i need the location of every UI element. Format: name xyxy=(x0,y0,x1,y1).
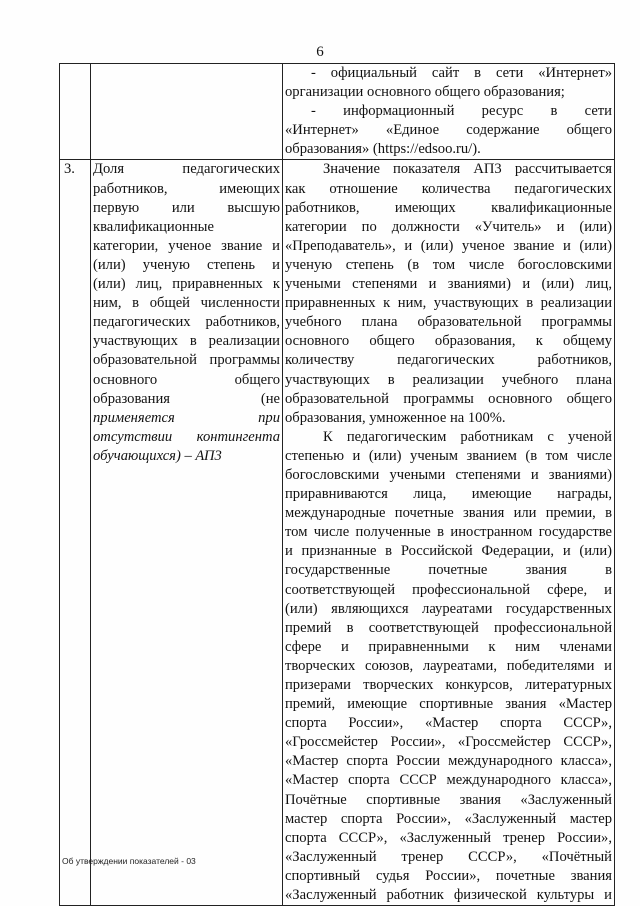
indicator-name-line: педагогических работников, xyxy=(93,314,280,331)
description-line: Почётные спортивные звания «Заслуженный xyxy=(285,791,612,808)
indicator-name-line: основного общего xyxy=(93,371,280,388)
indicator-name-cell xyxy=(91,160,283,906)
description-line: «Заслуженный тренер СССР», «Почётный xyxy=(285,848,612,865)
description-line: ученую степень (в том числе богословскими xyxy=(285,256,612,273)
indicators-table xyxy=(59,63,615,906)
description-line: творческих союзов, лауреатами, победителями и xyxy=(285,657,612,674)
indicator-name-line: обучающихся) – АП3 xyxy=(93,447,222,464)
description-line: (или) являющихся лауреатами государственных xyxy=(285,600,612,617)
indicator-name-line: отсутствии контингента xyxy=(93,428,280,445)
table-row xyxy=(60,160,615,906)
row-number: 3. xyxy=(60,160,91,906)
description-line: призерами творческих конкурсов, литературных xyxy=(285,677,612,693)
description-line: богословскими учеными степенями и званиями) xyxy=(285,466,612,483)
text-line: - информационный ресурс в сети xyxy=(311,103,612,120)
indicator-name-line: работников, имеющих xyxy=(93,180,280,197)
indicator-name-line: Доля педагогических xyxy=(93,161,280,178)
description-line: «Гроссмейстер России», «Гроссмейстер СССР», xyxy=(285,734,612,751)
description-line: учебного плана образовательной программы xyxy=(285,314,612,331)
text-line: организации основного общего образования; xyxy=(285,84,565,101)
description-line: категории по должности «Учитель» и (или) xyxy=(285,218,612,235)
description-line: сфере и приравненными к ним членами xyxy=(285,638,612,655)
description-line: премий, имеющие спортивные звания «Мастер xyxy=(285,696,612,713)
description-line: учеными степенями и званиями) и (или) лиц, xyxy=(285,276,612,293)
description-line: «Заслуженный работник физической культуры и xyxy=(285,887,612,904)
description-line: государственные почетные звания в xyxy=(285,562,612,579)
description-line: мастер спорта России», «Заслуженный мастер xyxy=(285,810,612,827)
indicator-name-line: категории, ученое звание и xyxy=(93,237,280,254)
description-cell xyxy=(283,160,615,906)
indicator-name-line: (или) лиц, приравненных к xyxy=(93,276,280,293)
description-line: спорта России», «Мастер спорта СССР», xyxy=(285,715,612,732)
description-line: и признанные в Российской Федерации, и (или) xyxy=(285,543,612,560)
description-line: степенью и (или) ученым званием (в том числе xyxy=(285,447,612,464)
indicator-name-line: первую или высшую xyxy=(93,199,280,216)
description-line: К педагогическим работникам с ученой xyxy=(323,428,612,445)
indicator-name-line: применяется при xyxy=(93,409,280,426)
table-row xyxy=(60,64,615,160)
description-line: Значение показателя АП3 рассчитывается xyxy=(323,161,612,178)
indicator-name-line: образовательной программы xyxy=(93,352,280,369)
indicator-name-line: ним, в общей численности xyxy=(93,295,280,312)
description-line: спорта СССР», «Заслуженный тренер России», xyxy=(285,829,612,846)
description-line: участвующих в реализации учебного плана xyxy=(285,371,612,388)
number-cell xyxy=(60,64,91,160)
description-line: основного общего образования, к общему xyxy=(285,333,612,350)
text-line: образования» (https://edsoo.ru/). xyxy=(285,141,481,158)
description-line: работников, имеющих квалификационные xyxy=(285,199,612,216)
description-cell xyxy=(283,64,615,160)
description-line: приравниваются лица, имеющие награды, xyxy=(285,486,612,503)
indicator-name-line: образования (не xyxy=(93,390,280,407)
indicator-name-cell xyxy=(91,64,283,160)
footer-note: Об утверждении показателей - 03 xyxy=(62,856,196,866)
description-line: том числе полученные в иностранном государстве xyxy=(285,524,612,541)
indicator-name-line: квалификационные xyxy=(93,218,214,235)
description-line: международные почетные звания или премии, в xyxy=(285,505,612,522)
description-line: как отношение количества педагогических xyxy=(285,180,612,197)
description-line: спортивный судья России», почетные звания xyxy=(285,867,612,884)
text-line: «Интернет» «Единое содержание общего xyxy=(285,122,612,139)
page-number: 6 xyxy=(316,44,324,60)
description-line: «Мастер спорта России международного класса», xyxy=(285,753,612,770)
indicator-name-line: (или) ученую степень и xyxy=(93,256,280,273)
description-line: «Мастер спорта СССР международного класса», xyxy=(285,772,612,789)
description-line: премий в соответствующей профессиональной xyxy=(285,619,612,636)
indicator-name-line: участвующих в реализации xyxy=(93,333,280,350)
description-line: соответствующей профессиональной сфере, и xyxy=(285,581,612,598)
description-line: приравненных к ним, участвующих в реализации xyxy=(285,295,612,312)
text-line: - официальный сайт в сети «Интернет» xyxy=(311,65,612,81)
description-line: «Преподаватель», и (или) ученое звание и (или) xyxy=(285,237,612,254)
description-line: образования, умноженное на 100%. xyxy=(285,409,506,426)
description-line: количеству педагогических работников, xyxy=(285,352,612,369)
description-line: образовательной программы основного общего xyxy=(285,390,612,407)
